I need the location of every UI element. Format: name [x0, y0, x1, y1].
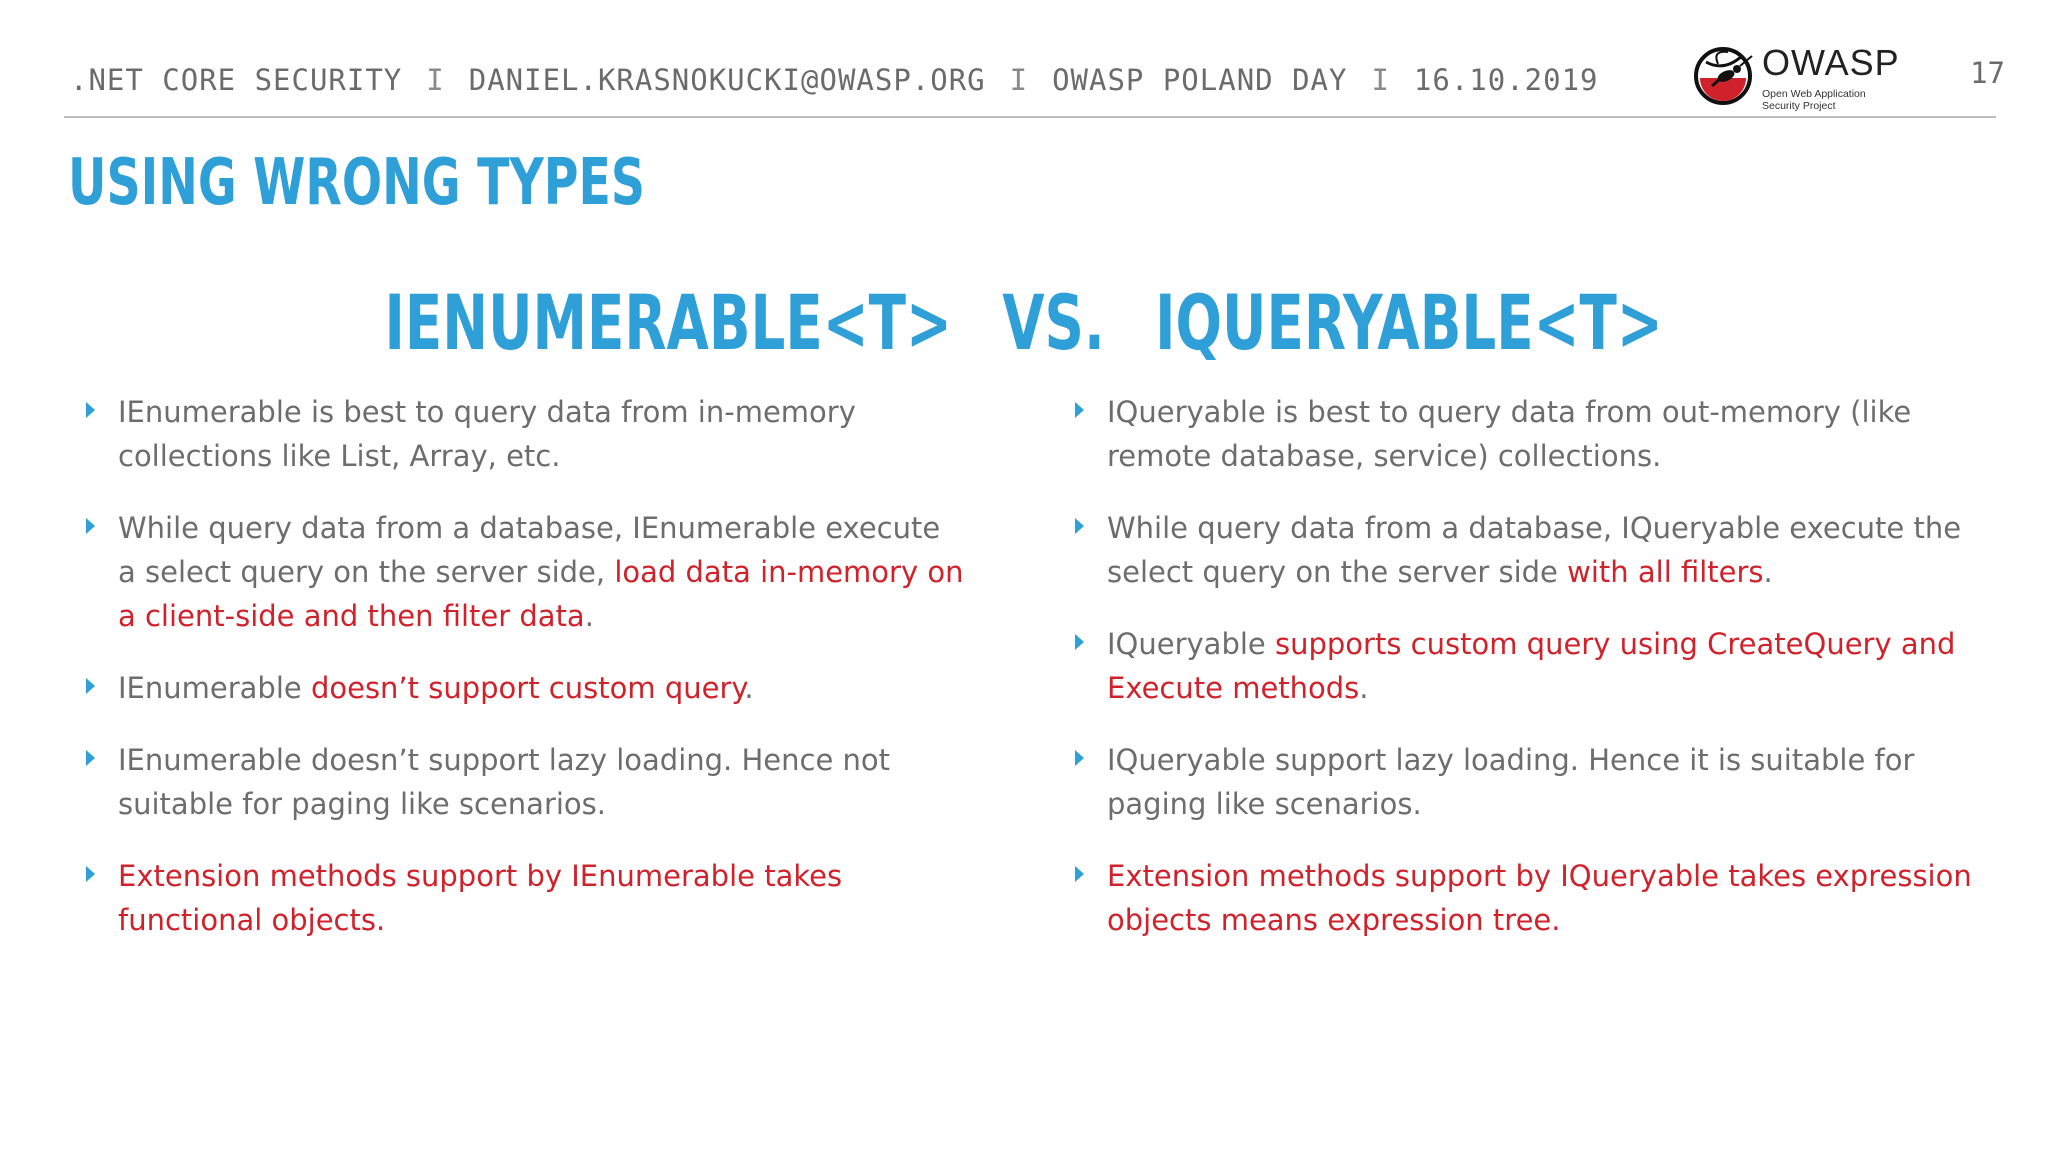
- bullet-triangle-icon: [1075, 402, 1084, 418]
- list-item: [1075, 390, 1975, 478]
- body-text: While query data from a database, IQueryable execute the select query on the server side: [1107, 511, 1962, 589]
- header-bar: [70, 56, 1599, 104]
- list-item-text: [1107, 854, 1975, 942]
- body-text: While query data from a database, IEnumerable execute a select query on the server side,: [118, 511, 941, 589]
- bullet-triangle-icon: [86, 518, 95, 534]
- owasp-logo: [1692, 38, 1902, 114]
- list-item-text: [1107, 390, 1975, 478]
- bullet-triangle-icon: [86, 402, 95, 418]
- highlighted-text: with all filters: [1567, 555, 1764, 589]
- list-item: [86, 854, 966, 942]
- slide-title: USING WRONG TYPES: [68, 146, 645, 220]
- list-item: [1075, 854, 1975, 942]
- body-text: IEnumerable is best to query data from in-memory collections like List, Array, etc.: [118, 395, 856, 473]
- body-text: .: [1763, 555, 1773, 589]
- list-item: [1075, 738, 1975, 826]
- body-text: IEnumerable: [118, 671, 311, 705]
- highlighted-text: doesn’t support custom query: [310, 671, 745, 705]
- list-item: [86, 506, 966, 638]
- logo-tagline-line2: Security Project: [1762, 100, 1836, 112]
- list-item-text: [1107, 738, 1975, 826]
- highlighted-text: supports custom query using CreateQuery and Execute methods: [1107, 627, 1956, 705]
- header-separator: I: [1009, 63, 1029, 97]
- logo-tagline: [1762, 88, 1902, 112]
- body-text: IEnumerable doesn’t support lazy loading. Hence not suitable for paging like scenarios.: [118, 743, 891, 821]
- list-item: [86, 666, 966, 710]
- list-item: [86, 738, 966, 826]
- header-course: .NET CORE SECURITY: [70, 63, 403, 97]
- header-separator: I: [426, 63, 445, 97]
- header-event: OWASP POLAND DAY: [1052, 63, 1348, 97]
- body-text: .: [584, 599, 594, 633]
- header-separator: I: [1371, 63, 1390, 97]
- page-number: 17: [1970, 56, 2005, 90]
- list-item: [86, 390, 966, 478]
- highlighted-text: Extension methods support by IEnumerable takes functional objects.: [118, 859, 843, 937]
- bullet-triangle-icon: [1075, 750, 1084, 766]
- list-item-text: [1107, 622, 1975, 710]
- list-item-text: [118, 506, 966, 638]
- list-item: [1075, 622, 1975, 710]
- body-text: IQueryable is best to query data from out-memory (like remote database, service) collections.: [1107, 395, 1912, 473]
- header-date: 16.10.2019: [1413, 63, 1599, 97]
- body-text: IQueryable support lazy loading. Hence it is suitable for paging like scenarios.: [1107, 743, 1915, 821]
- header-divider: [64, 116, 1996, 118]
- body-text: .: [1359, 671, 1369, 705]
- owasp-wasp-logo-icon: [1692, 42, 1758, 108]
- comparison-heading: [0, 278, 2048, 367]
- logo-wordmark: OWASP: [1762, 42, 1900, 83]
- body-text: IQueryable: [1107, 627, 1275, 661]
- highlighted-text: Extension methods support by IQueryable takes expression objects means expression tree.: [1107, 859, 1972, 937]
- list-item-text: [118, 738, 966, 826]
- body-text: .: [744, 671, 754, 705]
- bullet-triangle-icon: [86, 678, 95, 694]
- header-email: DANIEL.KRASNOKUCKI@OWASP.ORG: [468, 63, 986, 97]
- highlighted-text: load data in-memory on a client-side and then filter data: [118, 555, 964, 633]
- left-column-list: [86, 390, 966, 942]
- logo-tagline-line1: Open Web Application: [1762, 88, 1866, 100]
- bullet-triangle-icon: [1075, 518, 1084, 534]
- list-item: [1075, 506, 1975, 594]
- list-item-text: [118, 854, 966, 942]
- comparison-right-type: IQUERYABLE<T>: [1155, 278, 1664, 367]
- right-column-list: [1075, 390, 1975, 942]
- bullet-triangle-icon: [1075, 866, 1084, 882]
- comparison-left-type: IENUMERABLE<T>: [384, 278, 953, 367]
- bullet-triangle-icon: [86, 866, 95, 882]
- list-item-text: [118, 666, 966, 710]
- bullet-triangle-icon: [1075, 634, 1084, 650]
- comparison-vs: VS.: [1002, 278, 1106, 367]
- list-item-text: [1107, 506, 1975, 594]
- list-item-text: [118, 390, 966, 478]
- bullet-triangle-icon: [86, 750, 95, 766]
